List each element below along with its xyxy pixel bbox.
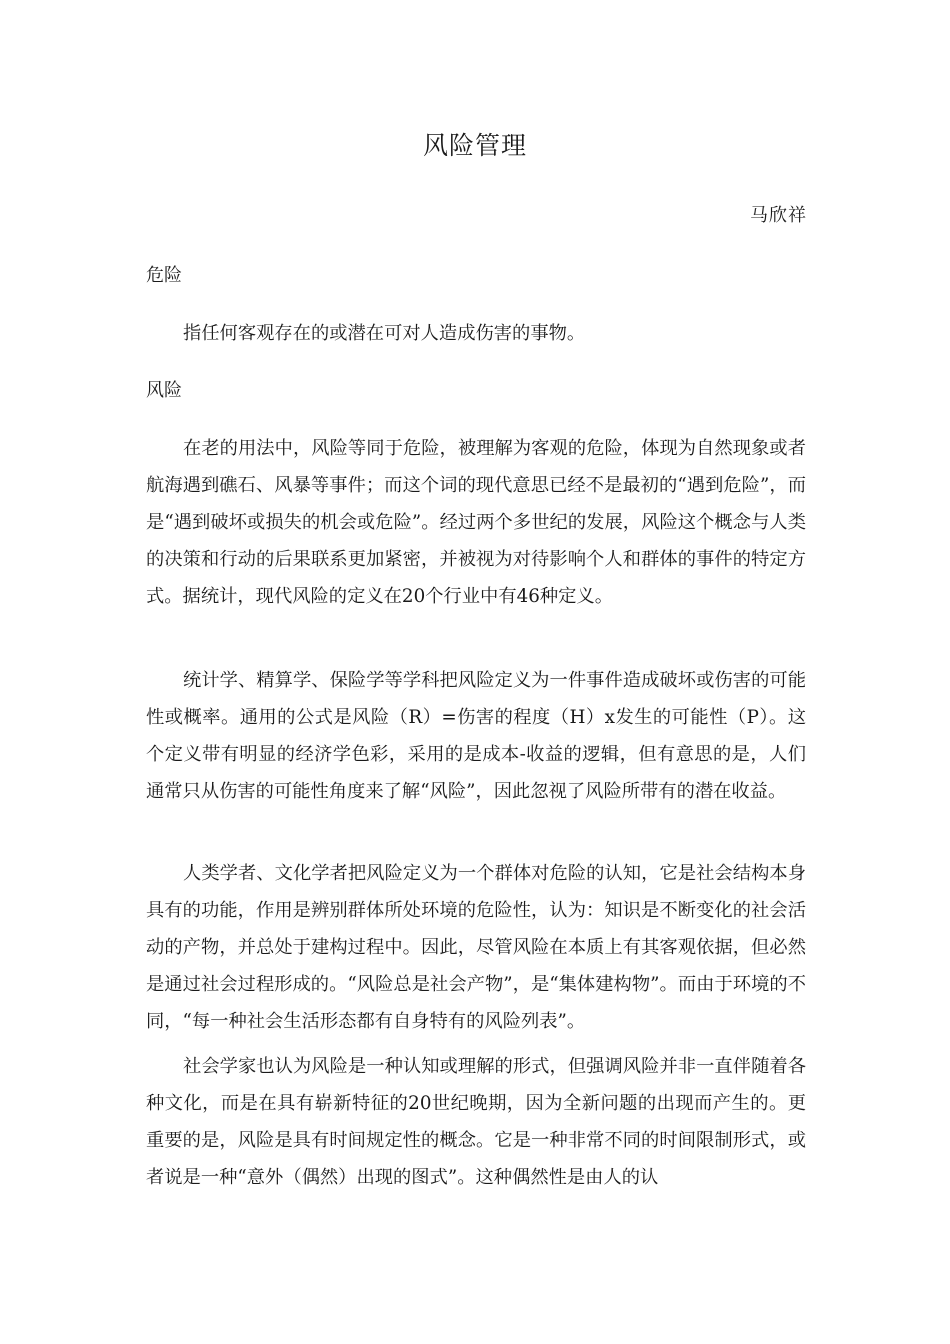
- paragraph-risk-history: 在老的用法中，风险等同于危险，被理解为客观的危险，体现为自然现象或者航海遇到礁石、风暴等事件；而这个词的现代意思已经不是最初的“遇到危险”，而是“遇到破坏或损失的机会或危险”。经过两个多世纪的发展，风险这个概念与人类的决策和行动的后果联系更加紧密，并被视为对待影响个人和群体的事件的特定方式。据统计，现代风险的定义在20个行业中有46种定义。: [146, 438, 806, 607]
- paragraph-risk-sociology: 社会学家也认为风险是一种认知或理解的形式，但强调风险并非一直伴随着各种文化，而是在具有崭新特征的20世纪晚期，因为全新问题的出现而产生的。更重要的是，风险是具有时间规定性的概念。它是一种非常不同的时间限制形式，或者说是一种“意外（偶然）出现的图式”。这种偶然性是由人的认: [146, 1056, 806, 1188]
- paragraph-risk-statistics: 统计学、精算学、保险学等学科把风险定义为一件事件造成破坏或伤害的可能性或概率。通用的公式是风险（R）=伤害的程度（H）x发生的可能性（P）。这个定义带有明显的经济学色彩，采用的是成本-收益的逻辑，但有意思的是，人们通常只从伤害的可能性角度来了解“风险”，因此忽视了风险所带有的潜在收益。: [146, 670, 806, 802]
- paragraph-danger-definition: 指任何客观存在的或潜在可对人造成伤害的事物。: [183, 323, 586, 344]
- document-title: 风险管理: [422, 131, 527, 160]
- section-heading-danger: 危险: [146, 265, 182, 286]
- paragraph-risk-anthropology: 人类学者、文化学者把风险定义为一个群体对危险的认知，它是社会结构本身具有的功能，作用是辨别群体所处环境的危险性，认为：知识是不断变化的社会活动的产物，并总处于建构过程中。因此，尽管风险在本质上有其客观依据，但必然是通过社会过程形成的。“风险总是社会产物”，是“集体建构物”。而由于环境的不同，“每一种社会生活形态都有自身特有的风险列表”。: [146, 863, 806, 1032]
- author-name: 马欣祥: [750, 205, 807, 226]
- section-heading-risk: 风险: [146, 380, 182, 401]
